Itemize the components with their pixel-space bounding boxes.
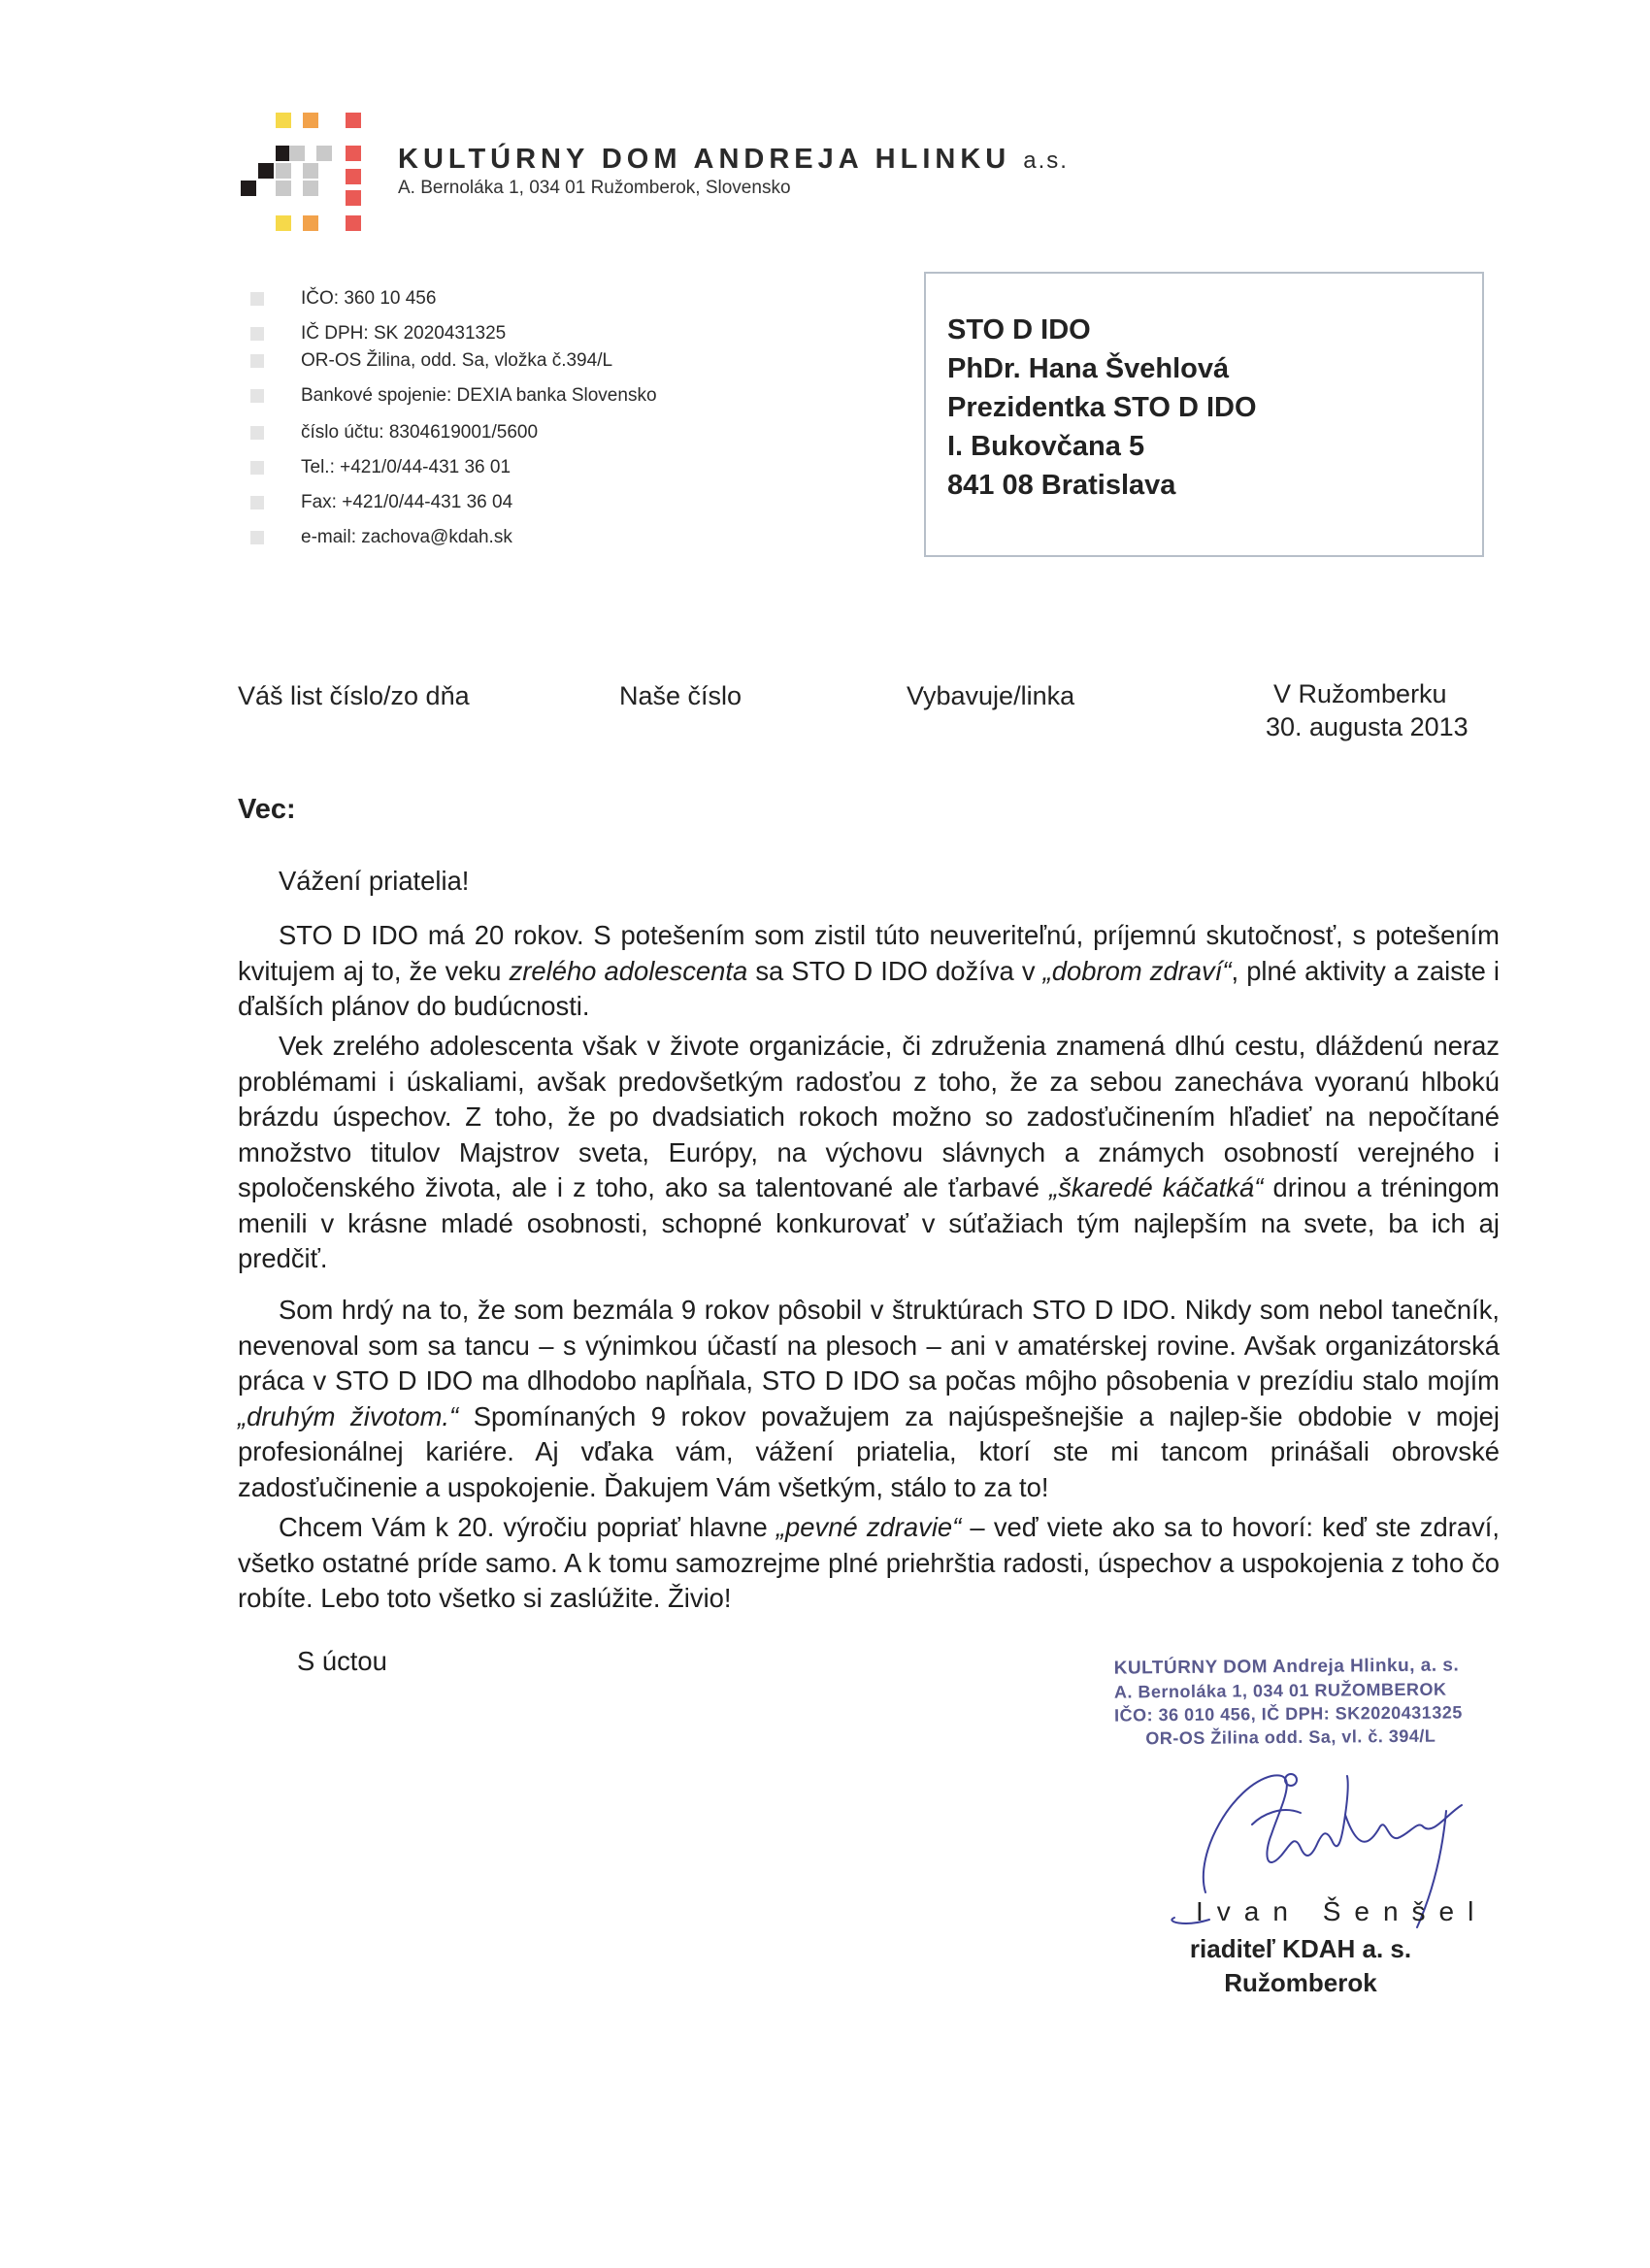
info-row: [250, 485, 657, 520]
text-run-italic: zrelého adolescenta: [509, 955, 748, 986]
ref-handled-by: Vybavuje/linka: [907, 681, 1075, 710]
logo-square: [276, 113, 291, 128]
text-run-italic: „škaredé káčatká“: [1049, 1172, 1264, 1202]
text-run: drinou a tréningom menili v krásne mladé osobnosti, schopné konkurovať v súťažiach tým najlepším na svete, ba ich aj predčiť.: [238, 1172, 1500, 1273]
logo-square: [316, 146, 332, 161]
bullet-icon: [250, 292, 264, 306]
bullet-icon: [250, 327, 264, 341]
logo-square: [276, 215, 291, 231]
logo-square: [276, 163, 291, 179]
ref-your-letter: Váš list číslo/zo dňa: [238, 681, 470, 710]
info-row: [250, 520, 657, 555]
text-run-italic: „dobrom zdraví“: [1042, 955, 1232, 986]
info-row: [250, 345, 657, 377]
company-suffix: a.s.: [1023, 148, 1069, 174]
signer-name: Ivan Šenšel: [1196, 1896, 1488, 1926]
info-fax: Fax: +421/0/44-431 36 04: [301, 492, 513, 512]
text-run-italic: „druhým životom.“: [238, 1400, 459, 1431]
company-name-text: KULTÚRNY DOM ANDREJA HLINKU: [398, 144, 1011, 175]
bullet-icon: [250, 531, 264, 544]
paragraph-2: [238, 1029, 1500, 1277]
text-run: – veď viete ako sa to hovorí: keď ste zdraví, všetko ostatné príde samo. A k tomu samozrejme plné priehrštia radosti, úspechov a uspokojenia z toho čo robíte. Lebo toto všetko si zaslúžite. Živio!: [238, 1512, 1500, 1613]
info-email: e-mail: zachova@kdah.sk: [301, 527, 512, 547]
company-name: [398, 144, 1069, 176]
logo-square: [346, 215, 361, 231]
company-stamp: [1114, 1654, 1464, 1750]
company-info-list: [250, 281, 657, 555]
greeting: Vážení priatelia!: [279, 866, 470, 896]
text-run: Chcem Vám k 20. výročiu popriať hlavne: [279, 1512, 776, 1542]
text-run: STO D IDO má 20 rokov. S potešením som zistil túto neuveriteľnú, príjemnú skutočnosť, s potešením kvitujem aj to, že veku: [238, 920, 1500, 986]
text-run-italic: „pevné zdravie“: [776, 1512, 962, 1542]
ref-our-number: Naše číslo: [619, 681, 742, 710]
signer-title: riaditeľ KDAH a. s.: [1189, 1934, 1412, 1963]
info-row: [250, 377, 657, 415]
paragraph-4: [238, 1510, 1500, 1617]
logo-square: [276, 181, 291, 196]
info-row: [250, 281, 657, 316]
stamp-line: A. Bernoláka 1, 034 01 RUŽOMBEROK: [1113, 1679, 1447, 1702]
recipient-address-box: [924, 272, 1484, 557]
logo-square: [303, 163, 318, 179]
logo-square: [346, 190, 361, 206]
stamp-line: IČO: 36 010 456, IČ DPH: SK2020431325: [1114, 1702, 1463, 1726]
bullet-icon: [250, 354, 264, 368]
text-run: Spomínaných 9 rokov považujem za najúspešnejšie a najlep-šie obdobie v mojej profesionálnej kariére. Aj vďaka vám, vážení priatelia, ktorí ste mi tancom prinášali obrovské zadosťučinenie a uspokojenie. Ďakujem Vám všetkým, stálo to za to!: [238, 1400, 1500, 1502]
ref-place: V Ružomberku: [1273, 679, 1447, 708]
logo-square: [346, 169, 361, 184]
logo-square: [303, 181, 318, 196]
info-phone: Tel.: +421/0/44-431 36 01: [301, 457, 512, 477]
text-run: Vek zrelého adolescenta však v živote organizácie, či združenia znamená dlhú cestu, dláždenú neraz problémami i úskaliami, avšak predovšetkým radosťou z toho, že za sebou zanecháva vyoranú hlbokú brázdu úspechov. Z toho, že po dvadsiatich rokoch možno so zadosťučinením hľadieť na nepočítané množstvo titulov Majstrov sveta, Európy, na výchovu slávnych a známych osobností verejného i spoločenského života, ale i z toho, ako sa talentované ale ťarbavé: [238, 1031, 1500, 1202]
recipient-position: Prezidentka STO D IDO: [947, 392, 1257, 423]
company-logo: [239, 109, 375, 235]
recipient-person: PhDr. Hana Švehlová: [947, 353, 1230, 384]
signer-city: Ružomberok: [1224, 1968, 1377, 1997]
recipient-street: I. Bukovčana 5: [947, 431, 1145, 462]
logo-square: [258, 163, 274, 179]
info-icdph: IČ DPH: SK 2020431325: [301, 323, 507, 344]
info-ico: IČO: 360 10 456: [301, 288, 437, 309]
paragraph-3: [238, 1293, 1500, 1505]
info-bank: Bankové spojenie: DEXIA banka Slovensko: [301, 385, 657, 406]
bullet-icon: [250, 461, 264, 475]
info-register: OR-OS Žilina, odd. Sa, vložka č.394/L: [301, 350, 613, 371]
bullet-icon: [250, 389, 264, 403]
bullet-icon: [250, 426, 264, 440]
recipient-org: STO D IDO: [947, 314, 1091, 345]
text-run: sa STO D IDO dožíva v: [747, 955, 1043, 986]
info-account: číslo účtu: 8304619001/5600: [301, 422, 539, 443]
subject-label: Vec:: [238, 794, 296, 825]
closing: S úctou: [297, 1646, 387, 1676]
logo-square: [303, 215, 318, 231]
stamp-line: OR-OS Žilina odd. Sa, vl. č. 394/L: [1145, 1726, 1436, 1749]
text-run: Som hrdý na to, že som bezmála 9 rokov pôsobil v štruktúrach STO D IDO. Nikdy som nebol tanečník, nevenoval som sa tancu – s výnimkou účastí na plesoch – ani v amatérskej rovine. Avšak organizátorská práca v STO D IDO ma dlhodobo napĺňala, STO D IDO sa počas môjho pôsobenia v prezídiu stalo mojím: [238, 1295, 1500, 1396]
bullet-icon: [250, 496, 264, 509]
ref-date: 30. augusta 2013: [1266, 712, 1468, 741]
logo-square: [241, 181, 256, 196]
logo-square: [346, 146, 361, 161]
text-run: , plné aktivity a zaiste i ďalších plánov do budúcnosti.: [238, 955, 1500, 1021]
logo-square: [289, 146, 305, 161]
info-row: [250, 415, 657, 450]
logo-square: [303, 113, 318, 128]
paragraph-1: [238, 918, 1500, 1025]
recipient-city: 841 08 Bratislava: [947, 470, 1176, 501]
logo-square: [346, 113, 361, 128]
stamp-line: KULTÚRNY DOM Andreja Hlinku, a. s.: [1113, 1655, 1460, 1679]
company-address: A. Bernoláka 1, 034 01 Ružomberok, Slovensko: [398, 178, 791, 198]
info-row: [250, 450, 657, 485]
